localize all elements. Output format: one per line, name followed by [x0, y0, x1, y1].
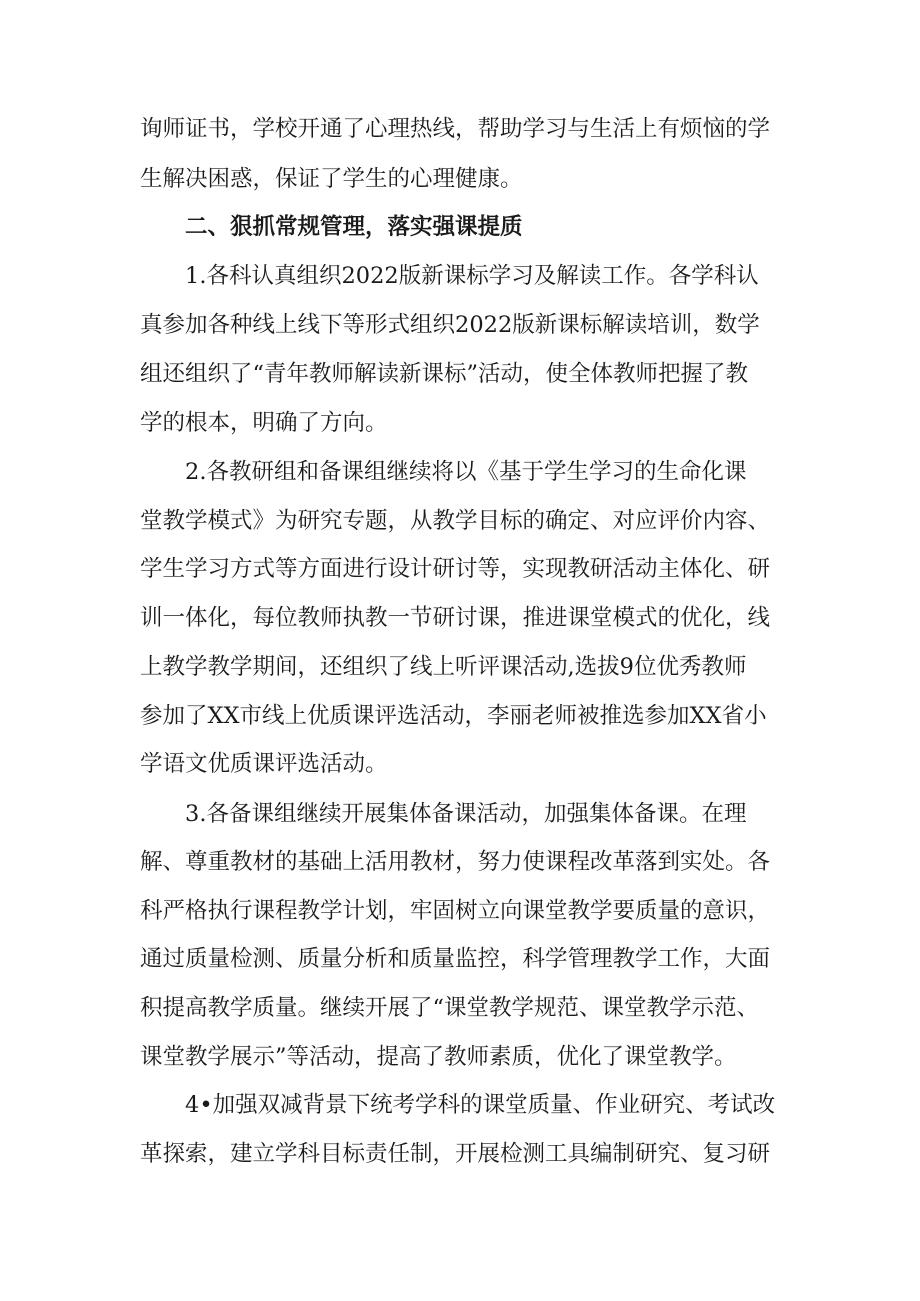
text-line: 课堂教学展示”等活动，提高了教师素质，优化了课堂教学。 [140, 1044, 737, 1070]
text-line: 解、尊重教材的基础上活用教材，努力使课程改革落到实处。各 [140, 849, 771, 875]
text-line: 参加了XX市线上优质课评选活动，李丽老师被推选参加XX省小 [140, 703, 767, 729]
text-line: 训一体化，每位教师执教一节研讨课，推进课堂模式的优化，线 [140, 605, 771, 631]
text-line: 通过质量检测、质量分析和质量监控，科学管理教学工作，大面 [140, 946, 771, 972]
text-line: 科严格执行课程教学计划，牢固树立向课堂教学要质量的意识， [140, 898, 771, 924]
text-line: 真参加各种线上线下等形式组织2022版新课标解读培训，数学 [140, 312, 760, 338]
paragraph-first-line: 2.各教研组和备课组继续将以《基于学生学习的生命化课 [185, 459, 747, 485]
paragraph-first-line: 1.各科认真组织2022版新课标学习及解读工作。各学科认 [185, 263, 759, 289]
text-line: 积提高教学质量。继续开展了“课堂教学规范、课堂教学示范、 [140, 995, 760, 1021]
text-line: 组还组织了“青年教师解读新课标”活动，使全体教师把握了教 [140, 361, 749, 387]
text-line: 生解决困惑，保证了学生的心理健康。 [140, 166, 523, 192]
paragraph-first-line: 4•加强双减背景下统考学科的课堂质量、作业研究、考试改 [185, 1092, 776, 1118]
text-line: 询师证书，学校开通了心理热线，帮助学习与生活上有烦恼的学 [140, 116, 771, 142]
section-heading: 二、狠抓常规管理，落实强课提质 [185, 214, 523, 240]
text-line: 学语文优质课评选活动。 [140, 751, 388, 777]
text-line: 革探索，建立学科目标责任制，开展检测工具编制研究、复习研 [140, 1141, 771, 1167]
text-line: 学生学习方式等方面进行设计研讨等，实现教研活动主体化、研 [140, 556, 771, 582]
text-line: 上教学教学期间，还组织了线上听评课活动,选拔9位优秀教师 [140, 654, 747, 680]
text-line: 堂教学模式》为研究专题，从教学目标的确定、对应评价内容、 [140, 508, 771, 534]
text-line: 学的根本，明确了方向。 [140, 410, 388, 436]
paragraph-first-line: 3.各备课组继续开展集体备课活动，加强集体备课。在理 [185, 801, 747, 827]
